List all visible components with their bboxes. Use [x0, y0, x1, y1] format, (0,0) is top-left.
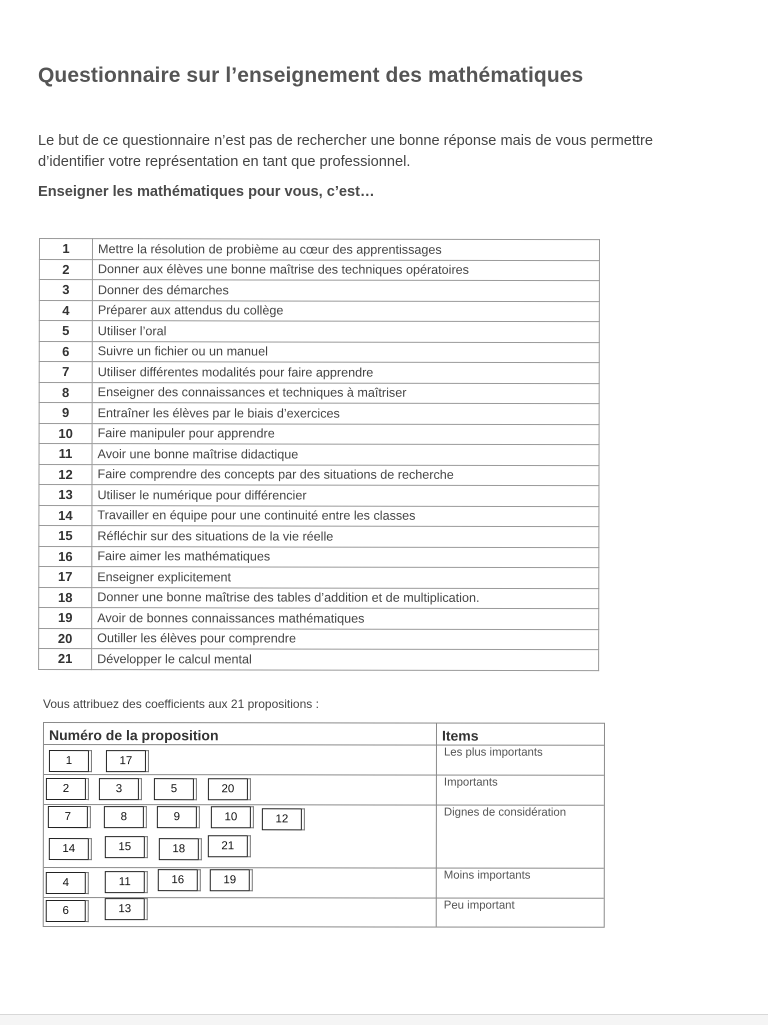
- proposition-row: [39, 464, 599, 486]
- proposition-number: 19: [39, 608, 92, 629]
- proposition-row: [39, 280, 599, 302]
- proposition-row: [39, 608, 599, 630]
- coefficients-table: [43, 722, 605, 928]
- proposition-text: Donner des démarches: [92, 280, 599, 302]
- proposition-number: 7: [39, 362, 92, 383]
- proposition-row: [39, 546, 599, 568]
- proposition-text: Utiliser différentes modalités pour faire apprendre: [92, 362, 599, 384]
- proposition-number: 21: [39, 649, 92, 670]
- proposition-row: [39, 649, 599, 671]
- proposition-number: 2: [39, 259, 92, 280]
- proposition-row: [39, 628, 599, 650]
- proposition-number: 13: [39, 485, 92, 506]
- proposition-text: Suivre un fichier ou un manuel: [92, 341, 599, 363]
- row-divider: [44, 744, 604, 746]
- lead-question: Enseigner les mathématiques pour vous, c’est…: [38, 184, 375, 200]
- number-box: 15: [105, 836, 145, 858]
- proposition-number: 9: [39, 403, 92, 424]
- proposition-number: 4: [39, 300, 92, 321]
- proposition-text: Mettre la résolution de probième au cœur des apprentissages: [92, 239, 599, 261]
- proposition-row: [39, 300, 599, 322]
- proposition-text: Enseigner des connaissances et techniques à maîtriser: [92, 382, 599, 404]
- row-divider: [44, 774, 604, 776]
- proposition-number: 11: [39, 444, 92, 465]
- intro-text: Le but de ce questionnaire n’est pas de rechercher une bonne réponse mais de vous permettre d’identifier votre représentation en tant que professionnel.: [38, 133, 653, 170]
- proposition-text: Donner aux élèves une bonne maîtrise des techniques opératoires: [92, 259, 599, 281]
- item-label-less-important: Moins importants: [443, 869, 531, 882]
- proposition-row: [39, 239, 599, 261]
- proposition-number: 10: [39, 423, 92, 444]
- proposition-number: 5: [39, 321, 92, 342]
- page-title: Questionnaire sur l’enseignement des mathématiques: [38, 64, 584, 87]
- number-box: 10: [211, 806, 251, 828]
- proposition-row: [39, 485, 599, 507]
- header-proposition-number: Numéro de la proposition: [48, 727, 219, 744]
- proposition-text: Réfléchir sur des situations de la vie réelle: [92, 526, 599, 548]
- item-label-most-important: Les plus importants: [443, 746, 543, 759]
- number-box: 3: [99, 778, 139, 800]
- proposition-text: Utiliser l’oral: [92, 321, 599, 343]
- propositions-table: [38, 238, 600, 671]
- proposition-number: 14: [39, 505, 92, 526]
- proposition-text: Faire manipuler pour apprendre: [92, 423, 599, 445]
- proposition-text: Avoir une bonne maîtrise didactique: [92, 444, 599, 466]
- header-items: Items: [441, 727, 479, 744]
- number-box: 16: [158, 869, 198, 891]
- proposition-number: 3: [39, 280, 92, 301]
- number-box: 8: [104, 806, 144, 828]
- number-box: 19: [210, 869, 250, 891]
- proposition-row: [39, 505, 599, 527]
- proposition-number: 20: [39, 628, 92, 649]
- proposition-text: Développer le calcul mental: [92, 649, 599, 671]
- proposition-number: 8: [39, 382, 92, 403]
- number-box: 14: [49, 838, 89, 860]
- proposition-text: Faire aimer les mathématiques: [92, 546, 599, 568]
- number-box: 4: [46, 872, 86, 894]
- proposition-row: [39, 587, 599, 609]
- proposition-text: Travailler en équipe pour une continuité entre les classes: [92, 505, 599, 527]
- number-box: 18: [159, 838, 199, 860]
- proposition-number: 1: [39, 239, 92, 260]
- number-box: 12: [262, 808, 302, 830]
- coefficients-caption: Vous attribuez des coefficients aux 21 propositions :: [43, 697, 319, 711]
- column-divider: [436, 724, 437, 927]
- proposition-row: [39, 403, 599, 425]
- proposition-row: [39, 259, 599, 281]
- proposition-text: Avoir de bonnes connaissances mathématiques: [92, 608, 599, 630]
- page-bottom-edge: [0, 1014, 768, 1025]
- proposition-row: [39, 321, 599, 343]
- item-label-little-important: Peu important: [443, 899, 515, 912]
- proposition-text: Préparer aux attendus du collège: [92, 300, 599, 322]
- number-box: 20: [208, 778, 248, 800]
- proposition-text: Entraîner les élèves par le biais d’exercices: [92, 403, 599, 425]
- proposition-number: 12: [39, 464, 92, 485]
- proposition-number: 18: [39, 587, 92, 608]
- proposition-number: 17: [39, 567, 92, 588]
- proposition-text: Donner une bonne maîtrise des tables d’addition et de multiplication.: [92, 587, 599, 609]
- item-label-important: Importants: [443, 776, 498, 789]
- item-label-worth-considering: Dignes de considération: [443, 806, 567, 819]
- proposition-number: 15: [39, 526, 92, 547]
- number-box: 1: [49, 750, 89, 772]
- proposition-number: 6: [39, 341, 92, 362]
- number-box: 9: [157, 806, 197, 828]
- proposition-row: [39, 567, 599, 589]
- proposition-row: [39, 382, 599, 404]
- proposition-text: Enseigner explicitement: [92, 567, 599, 589]
- proposition-row: [39, 362, 599, 384]
- number-box: 17: [106, 750, 146, 772]
- number-box: 2: [46, 778, 86, 800]
- proposition-text: Faire comprendre des concepts par des situations de recherche: [92, 464, 599, 486]
- proposition-text: Outiller les élèves pour comprendre: [92, 628, 599, 650]
- proposition-row: [39, 423, 599, 445]
- proposition-row: [39, 341, 599, 363]
- proposition-number: 16: [39, 546, 92, 567]
- number-box: 6: [46, 900, 86, 922]
- proposition-row: [39, 444, 599, 466]
- number-box: 5: [154, 778, 194, 800]
- proposition-row: [39, 526, 599, 548]
- number-box: 11: [105, 871, 145, 893]
- row-divider: [44, 867, 604, 869]
- number-box: 7: [48, 806, 88, 828]
- proposition-text: Utiliser le numérique pour différencier: [92, 485, 599, 507]
- number-box: 21: [208, 835, 248, 857]
- number-box: 13: [105, 898, 145, 920]
